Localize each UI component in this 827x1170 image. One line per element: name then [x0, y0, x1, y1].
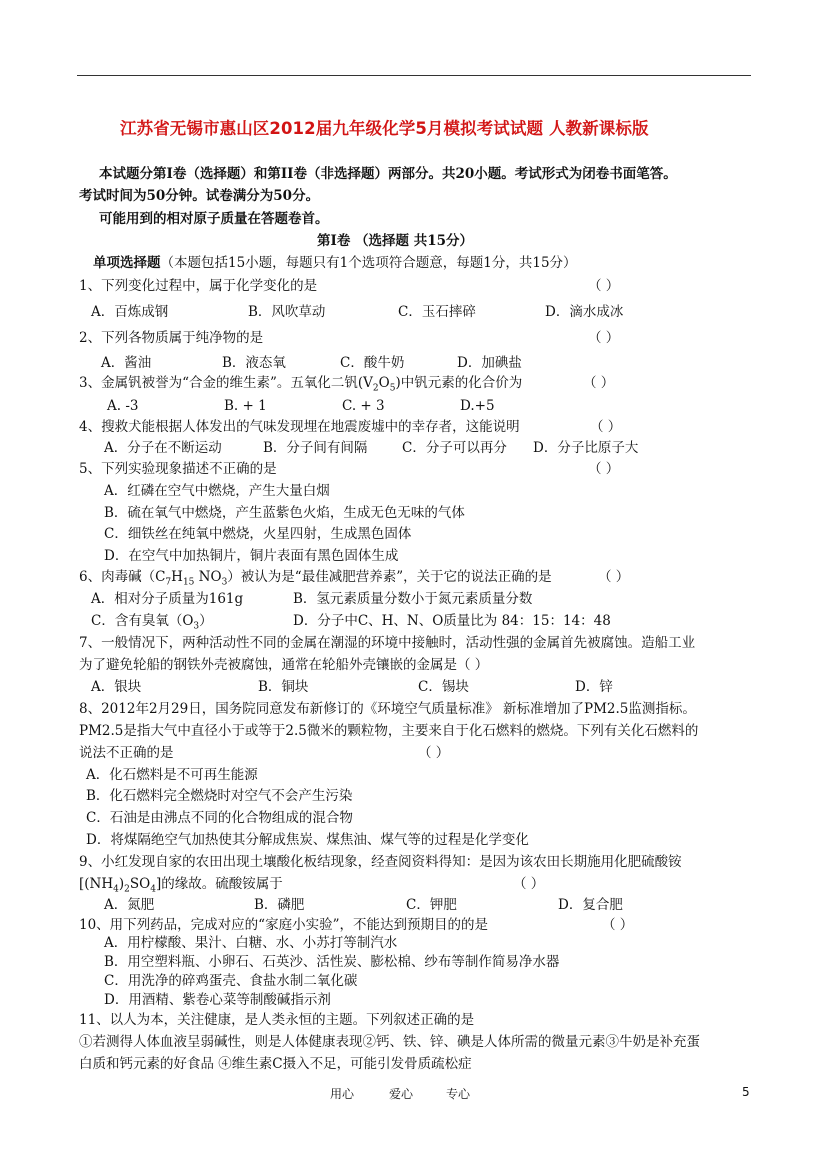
q3-stem-post: )中钒元素的化合价为	[395, 375, 523, 391]
q3-stem-mid: O	[378, 375, 390, 391]
q7-option-a: A．银块	[91, 679, 142, 695]
footer-motto-2: 爱心	[389, 1087, 414, 1101]
q5-stem: 5、下列实验现象描述不正确的是	[79, 461, 277, 477]
q6-answer-blank: （ ）	[598, 569, 630, 585]
q1-option-c: C．玉石摔碎	[398, 304, 476, 320]
q8-line-2: PM2.5是指大气中直径小于或等于2.5微米的颗粒物，主要来自于化石燃料的燃烧。下列有关化石燃料的	[79, 723, 699, 739]
q2-answer-blank: （ ）	[588, 330, 620, 346]
q11-stem: 11、以人为本，关注健康，是人类永恒的主题。下列叙述正确的是	[79, 1012, 475, 1028]
q4-option-d: D．分子比原子大	[533, 440, 639, 456]
q6-option-d: D．分子中C、H、N、O质量比为 84：15：14：48	[293, 613, 611, 629]
q5-option-d: D．在空气中加热铜片，铜片表面有黑色固体生成	[104, 548, 399, 564]
q7-line-1: 7、一般情况下，两种活动性不同的金属在潮湿的环境中接触时，活动性强的金属首先被腐蚀。造船工业	[79, 635, 696, 651]
q3-sub-2: 5	[389, 383, 396, 394]
q10-option-b: B．用空塑料瓶、小卵石、石英沙、活性炭、膨松棉、纱布等制作简易净水器	[104, 954, 560, 970]
q3-stem	[79, 373, 522, 399]
q6-sub-2: 15	[182, 577, 195, 588]
intro-line-3: 可能用到的相对原子质量在答题卷首。	[99, 211, 329, 227]
q9-option-b: B．磷肥	[254, 897, 305, 913]
q3-option-b: B. + 1	[224, 398, 267, 414]
q6-option-b: B．氢元素质量分数小于氮元素质量分数	[293, 591, 533, 607]
q3-option-c: C. + 3	[342, 398, 385, 414]
question-type-label: 单项选择题	[93, 255, 161, 271]
q7-option-d: D．锌	[575, 679, 613, 695]
q3-stem-pre: 3、金属钒被誉为“合金的维生素”。五氧化二钒(V	[79, 375, 373, 391]
q8-option-a: A．化石燃料是不可再生能源	[86, 767, 258, 783]
footer-motto-3: 专心	[446, 1087, 471, 1101]
q9-line-2-post: ]的缘故。硫酸铵属于	[155, 876, 283, 892]
intro-line-2: 考试时间为50分钟。试卷满分为50分。	[79, 188, 320, 204]
q10-stem: 10、用下列药品，完成对应的“家庭小实验”，不能达到预期目的的是	[79, 917, 488, 933]
q3-answer-blank: （ ）	[583, 375, 615, 391]
q6-sub-3: 3	[221, 577, 228, 588]
q9-sub-3: 4	[150, 884, 156, 895]
page-number: 5	[742, 1085, 750, 1099]
q9-answer-blank: （ ）	[513, 876, 545, 892]
q1-option-a: A．百炼成钢	[91, 304, 169, 320]
q6-option-c-pre: C．含有臭氧（O	[91, 613, 194, 629]
q3-option-a: A. -3	[107, 398, 139, 414]
q7-line-2: 为了避免轮船的钢铁外壳被腐蚀，通常在轮船外壳镶嵌的金属是（ ）	[79, 657, 489, 673]
q10-option-c: C．用洗净的碎鸡蛋壳、食盐水制二氧化碳	[104, 973, 358, 989]
q10-option-a: A．用柠檬酸、果汁、白糖、水、小苏打等制汽水	[104, 935, 398, 951]
question-type-line	[93, 253, 577, 273]
q6-option-c-sub: 3	[193, 621, 200, 632]
q6-stem-post: ）被认为是“最佳减肥营养素”，关于它的说法正确的是	[227, 569, 552, 585]
q8-option-b: B．化石燃料完全燃烧时对空气不会产生污染	[86, 788, 353, 804]
q5-option-c: C．细铁丝在纯氧中燃烧，火星四射，生成黑色固体	[104, 526, 412, 542]
q9-line-2-mid: )	[118, 876, 125, 892]
q9-line-1: 9、小红发现自家的农田出现土壤酸化板结现象，经查阅资料得知：是因为该农田长期施用化肥硫酸铵	[79, 854, 682, 870]
q9-option-a: A．氮肥	[104, 897, 155, 913]
q6-stem-mid-1: H	[171, 569, 183, 585]
q9-line-2-pre: [(NH	[79, 876, 114, 892]
q8-line-3: 说法不正确的是	[79, 745, 174, 761]
q2-option-b: B．液态氧	[222, 355, 286, 371]
q4-option-a: A．分子在不断运动	[104, 440, 222, 456]
q11-line-3: 白质和钙元素的好食品 ④维生素C摄入不足，可能引发骨质疏松症	[79, 1056, 472, 1072]
q2-option-c: C．酸牛奶	[340, 355, 405, 371]
q2-stem: 2、下列各物质属于纯净物的是	[79, 330, 264, 346]
document-title: 江苏省无锡市惠山区2012届九年级化学5月模拟考试试题 人教新课标版	[120, 119, 649, 138]
q8-option-d: D．将煤隔绝空气加热使其分解成焦炭、煤焦油、煤气等的过程是化学变化	[86, 832, 529, 848]
q7-option-c: C．锡块	[418, 679, 469, 695]
section-heading: 第Ⅰ卷 （选择题 共15分）	[317, 233, 474, 249]
footer-motto-1: 用心	[330, 1087, 355, 1101]
q4-answer-blank: （ ）	[590, 419, 622, 435]
intro-line-1: 本试题分第Ⅰ卷（选择题）和第II卷（非选择题）两部分。共20小题。考试形式为闭卷书面笔答。	[99, 166, 677, 182]
q1-stem: 1、下列变化过程中，属于化学变化的是	[79, 278, 318, 294]
q6-option-c-post: ）	[199, 613, 213, 629]
q4-option-c: C．分子可以再分	[402, 440, 507, 456]
q8-option-c: C．石油是由沸点不同的化合物组成的混合物	[86, 810, 353, 826]
header-rule	[77, 75, 751, 76]
q4-stem: 4、搜救犬能根据人体发出的气味发现埋在地震废墟中的幸存者，这能说明	[79, 419, 520, 435]
question-type-note: （本题包括15小题，每题只有1个选项符合题意，每题1分，共15分）	[160, 255, 577, 271]
q6-option-a: A．相对分子质量为161g	[91, 591, 244, 607]
q9-option-c: C．钾肥	[406, 897, 457, 913]
q3-sub-1: 2	[372, 383, 379, 394]
q8-line-1: 8、2012年2月29日，国务院同意发布新修订的《环境空气质量标准》 新标准增加了PM2.5监测指标。	[79, 701, 696, 717]
q9-option-d: D．复合肥	[558, 897, 623, 913]
q6-sub-1: 7	[165, 577, 172, 588]
q10-answer-blank: （ ）	[602, 917, 634, 933]
q5-option-b: B．硫在氧气中燃烧，产生蓝紫色火焰，生成无色无味的气体	[104, 505, 465, 521]
q1-answer-blank: （ ）	[588, 278, 620, 294]
q7-option-b: B．铜块	[258, 679, 309, 695]
q2-option-d: D．加碘盐	[457, 355, 522, 371]
q9-line-2-mid-2: SO	[129, 876, 151, 892]
q3-option-d: D.+5	[460, 398, 495, 414]
q9-sub-1: 4	[113, 884, 119, 895]
q1-option-d: D．滴水成冰	[545, 304, 624, 320]
q5-option-a: A．红磷在空气中燃烧，产生大量白烟	[104, 483, 330, 499]
q1-option-b: B．风吹草动	[248, 304, 326, 320]
q5-answer-blank: （ ）	[588, 461, 620, 477]
q10-option-d: D．用酒精、紫卷心菜等制酸碱指示剂	[104, 992, 331, 1008]
q8-answer-blank: （ ）	[418, 745, 450, 761]
q6-stem-mid-2: NO	[194, 569, 222, 585]
q11-line-2: ①若测得人体血液呈弱碱性，则是人体健康表现②钙、铁、锌、碘是人体所需的微量元素③牛奶是补充蛋	[79, 1034, 700, 1050]
q9-sub-2: 2	[124, 884, 130, 895]
q2-option-a: A．酱油	[101, 355, 152, 371]
q6-stem-pre: 6、肉毒碱（C	[79, 569, 166, 585]
q4-option-b: B．分子间有间隔	[263, 440, 368, 456]
